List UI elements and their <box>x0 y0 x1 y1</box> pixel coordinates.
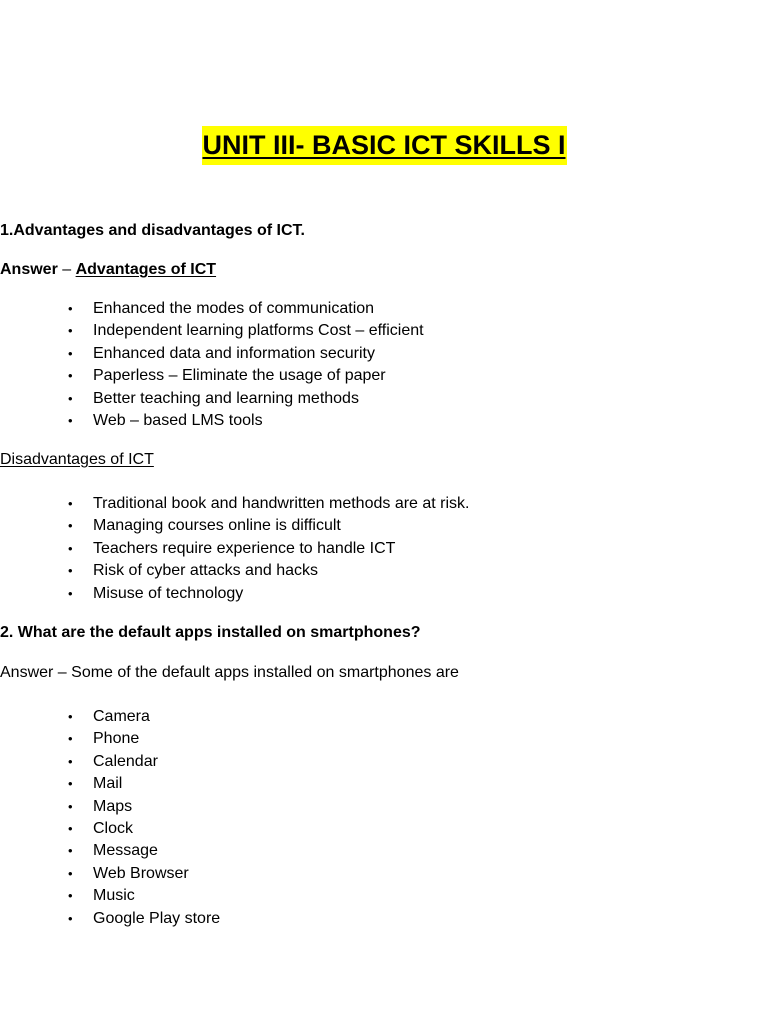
bullet-icon: • <box>68 301 73 316</box>
list-item-text: Mail <box>93 775 123 793</box>
question-2: 2. What are the default apps installed on smartphones? <box>0 624 421 641</box>
list-item-text: Maps <box>93 797 133 815</box>
bullet-icon: • <box>68 888 73 904</box>
list-item-text: Phone <box>93 730 140 748</box>
bullet-icon: • <box>68 865 73 881</box>
question-1: 1.Advantages and disadvantages of ICT. <box>0 222 305 239</box>
list-item-text: Music <box>93 887 135 905</box>
list-item-text: Enhanced data and information security <box>93 344 375 362</box>
bullet-icon: • <box>68 843 73 859</box>
bullet-icon: • <box>68 820 73 836</box>
bullet-icon: • <box>68 412 73 428</box>
page-title: UNIT III- BASIC ICT SKILLS I <box>202 126 567 165</box>
bullet-icon: • <box>68 540 73 556</box>
bullet-icon: • <box>68 323 73 339</box>
answer-dash: – <box>57 261 76 278</box>
list-item-text: Message <box>93 842 158 860</box>
list-item-text: Camera <box>93 708 150 725</box>
list-item-text: Traditional book and handwritten methods are at risk. <box>93 495 470 512</box>
disadvantages-heading: Disadvantages of ICT <box>0 451 154 468</box>
answer-2: Answer – Some of the default apps installed on smartphones are <box>0 664 459 681</box>
list-item-text: Web – based LMS tools <box>93 411 263 429</box>
list-item-text: Better teaching and learning methods <box>93 389 359 407</box>
bullet-icon: • <box>68 496 73 511</box>
bullet-icon: • <box>68 585 73 601</box>
bullet-icon: • <box>68 390 73 406</box>
title-container <box>0 126 768 165</box>
list-item-text: Misuse of technology <box>93 584 244 602</box>
answer-label: Answer <box>0 261 58 278</box>
list-item-text: Teachers require experience to handle ICT <box>93 539 396 557</box>
list-item-text: Web Browser <box>93 864 189 882</box>
bullet-icon: • <box>68 798 73 814</box>
list-item-text: Calendar <box>93 752 158 770</box>
bullet-icon: • <box>68 709 73 724</box>
bullet-icon: • <box>68 368 73 384</box>
bullet-icon: • <box>68 776 73 792</box>
bullet-icon: • <box>68 731 73 747</box>
answer-1-line <box>0 260 216 280</box>
bullet-icon: • <box>68 910 73 926</box>
list-item-text: Independent learning platforms Cost – efficient <box>93 322 424 340</box>
list-item-text: Paperless – Eliminate the usage of paper <box>93 367 386 385</box>
bullet-icon: • <box>68 518 73 534</box>
list-item-text: Google Play store <box>93 909 221 927</box>
advantages-heading: Advantages of ICT <box>75 261 217 278</box>
list-item-text: Managing courses online is difficult <box>93 517 341 535</box>
list-item-text: Enhanced the modes of communication <box>93 300 375 317</box>
list-item-text: Clock <box>93 819 134 837</box>
bullet-icon: • <box>68 563 73 579</box>
bullet-icon: • <box>68 753 73 769</box>
list-item-text: Risk of cyber attacks and hacks <box>93 562 318 580</box>
bullet-icon: • <box>68 345 73 361</box>
